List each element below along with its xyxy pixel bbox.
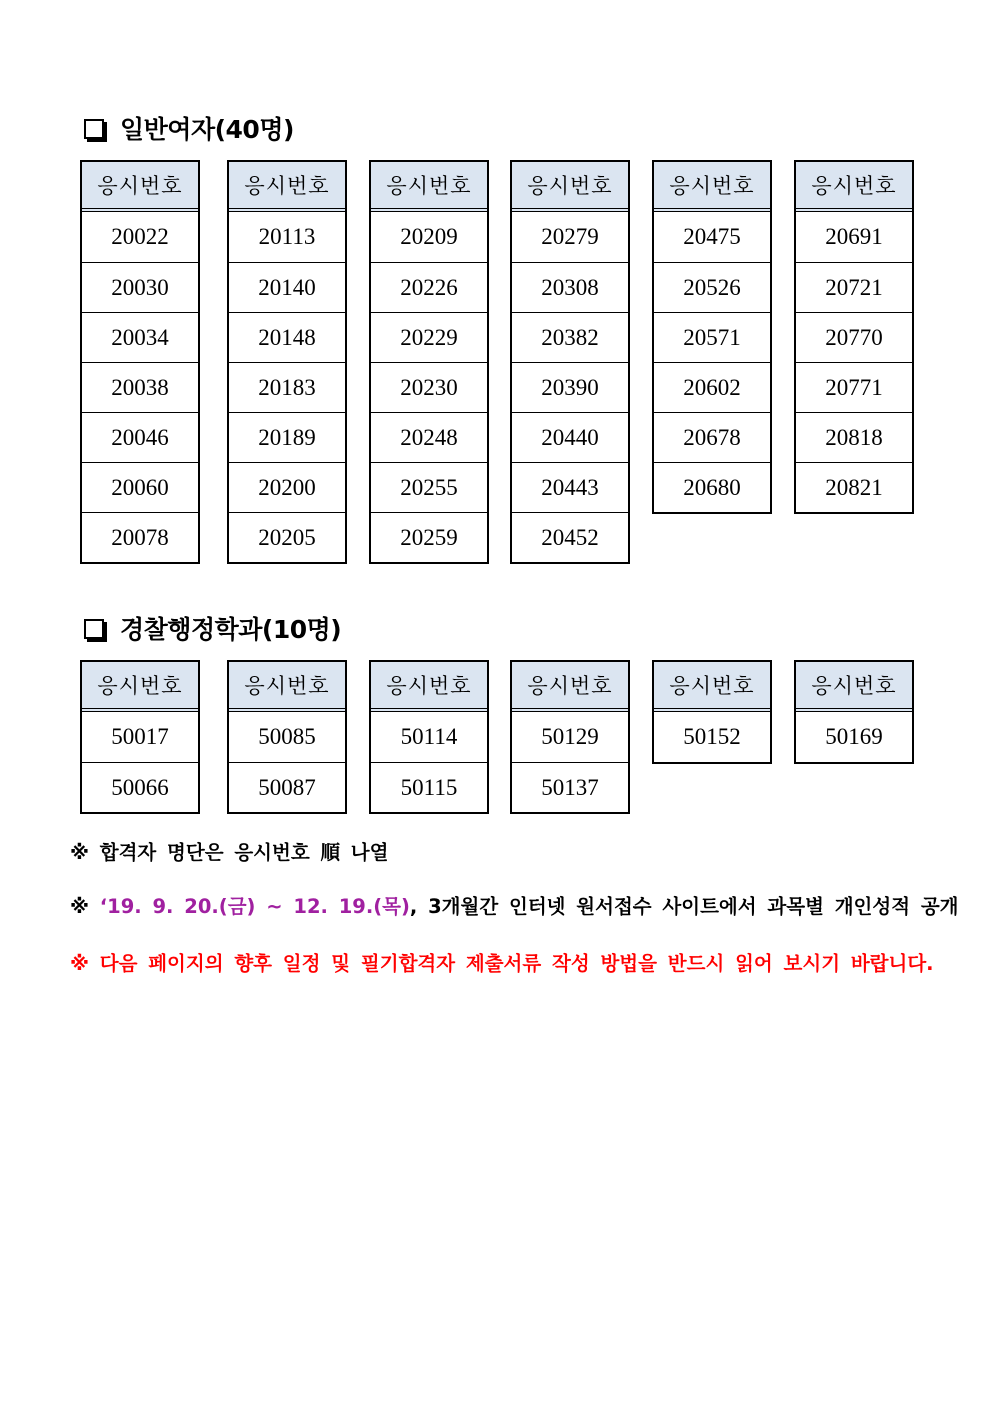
table-header: 응시번호 — [82, 162, 198, 212]
table-header: 응시번호 — [82, 662, 198, 712]
table-header: 응시번호 — [512, 162, 628, 212]
table-cell: 20440 — [512, 412, 628, 462]
table-cell: 20248 — [371, 412, 487, 462]
table-cell: 50129 — [541, 724, 599, 749]
table-cell: 20308 — [512, 262, 628, 312]
table-cell: 20279 — [541, 224, 599, 249]
number-table — [794, 160, 914, 514]
note-read-next-page: ※ 다음 페이지의 향후 일정 및 필기합격자 제출서류 작성 방법을 반드시 읽어 보시기 바랍니다. — [70, 952, 934, 975]
number-table — [80, 160, 200, 564]
checkbox-icon — [84, 619, 104, 639]
checkbox-icon — [84, 119, 104, 139]
table-cell: 20230 — [371, 362, 487, 412]
table-cell: 20680 — [654, 462, 770, 512]
table-header: 응시번호 — [796, 662, 912, 712]
table-cell: 20148 — [229, 312, 345, 362]
table-cell: 20443 — [512, 462, 628, 512]
table-cell: 20770 — [796, 312, 912, 362]
table-cell: 20078 — [82, 512, 198, 562]
table-header: 응시번호 — [371, 662, 487, 712]
table-cell: 20571 — [654, 312, 770, 362]
table-cell: 20226 — [371, 262, 487, 312]
table-header: 응시번호 — [229, 662, 345, 712]
table-cell: 20475 — [683, 224, 741, 249]
table-cell: 20382 — [512, 312, 628, 362]
table-cell: 20691 — [825, 224, 883, 249]
table-cell: 20452 — [512, 512, 628, 562]
number-table — [652, 660, 772, 764]
section1-title — [84, 110, 294, 146]
table-header: 응시번호 — [371, 162, 487, 212]
table-header: 응시번호 — [229, 162, 345, 212]
number-table — [369, 660, 489, 814]
table-cell: 50087 — [229, 762, 345, 812]
table-cell: 50152 — [683, 724, 741, 749]
section2-title — [84, 610, 341, 646]
table-cell: 20038 — [82, 362, 198, 412]
table-cell: 20200 — [229, 462, 345, 512]
table-cell: 20255 — [371, 462, 487, 512]
table-cell: 20046 — [82, 412, 198, 462]
note2-rest: , 3개월간 인터넷 원서접수 사이트에서 과목별 개인성적 공개 — [409, 895, 959, 918]
table-header: 응시번호 — [654, 662, 770, 712]
table-cell: 50017 — [111, 724, 169, 749]
table-cell: 20678 — [654, 412, 770, 462]
table-cell: 20771 — [796, 362, 912, 412]
section2-title-text: 경찰행정학과(10명) — [120, 615, 342, 644]
table-cell: 20721 — [796, 262, 912, 312]
number-table — [227, 160, 347, 564]
table-header: 응시번호 — [654, 162, 770, 212]
number-table — [80, 660, 200, 814]
table-cell: 20022 — [111, 224, 169, 249]
table-cell: 20060 — [82, 462, 198, 512]
table-cell: 50085 — [258, 724, 316, 749]
table-cell: 50115 — [371, 762, 487, 812]
note2-dates: ‘19. 9. 20.(금) ~ 12. 19.(목) — [99, 895, 410, 918]
table-cell: 20526 — [654, 262, 770, 312]
note-score-disclosure — [70, 891, 959, 919]
table-cell: 20390 — [512, 362, 628, 412]
table-cell: 20205 — [229, 512, 345, 562]
note2-prefix: ※ — [70, 895, 100, 918]
section1-title-text: 일반여자(40명) — [120, 115, 294, 144]
table-cell: 20821 — [796, 462, 912, 512]
table-cell: 20030 — [82, 262, 198, 312]
number-table — [369, 160, 489, 564]
table-cell: 50137 — [512, 762, 628, 812]
table-cell: 20818 — [796, 412, 912, 462]
table-cell: 50169 — [825, 724, 883, 749]
note-order: ※ 합격자 명단은 응시번호 順 나열 — [70, 841, 389, 864]
table-cell: 20183 — [229, 362, 345, 412]
table-cell: 20602 — [654, 362, 770, 412]
number-table — [652, 160, 772, 514]
number-table — [510, 660, 630, 814]
table-cell: 20209 — [400, 224, 458, 249]
table-cell: 20140 — [229, 262, 345, 312]
table-cell: 20034 — [82, 312, 198, 362]
number-table — [227, 660, 347, 814]
table-cell: 50066 — [82, 762, 198, 812]
table-header: 응시번호 — [796, 162, 912, 212]
table-header: 응시번호 — [512, 662, 628, 712]
table-cell: 20189 — [229, 412, 345, 462]
table-cell: 20229 — [371, 312, 487, 362]
number-table — [510, 160, 630, 564]
table-cell: 20113 — [258, 224, 316, 249]
number-table — [794, 660, 914, 764]
table-cell: 20259 — [371, 512, 487, 562]
table-cell: 50114 — [400, 724, 458, 749]
